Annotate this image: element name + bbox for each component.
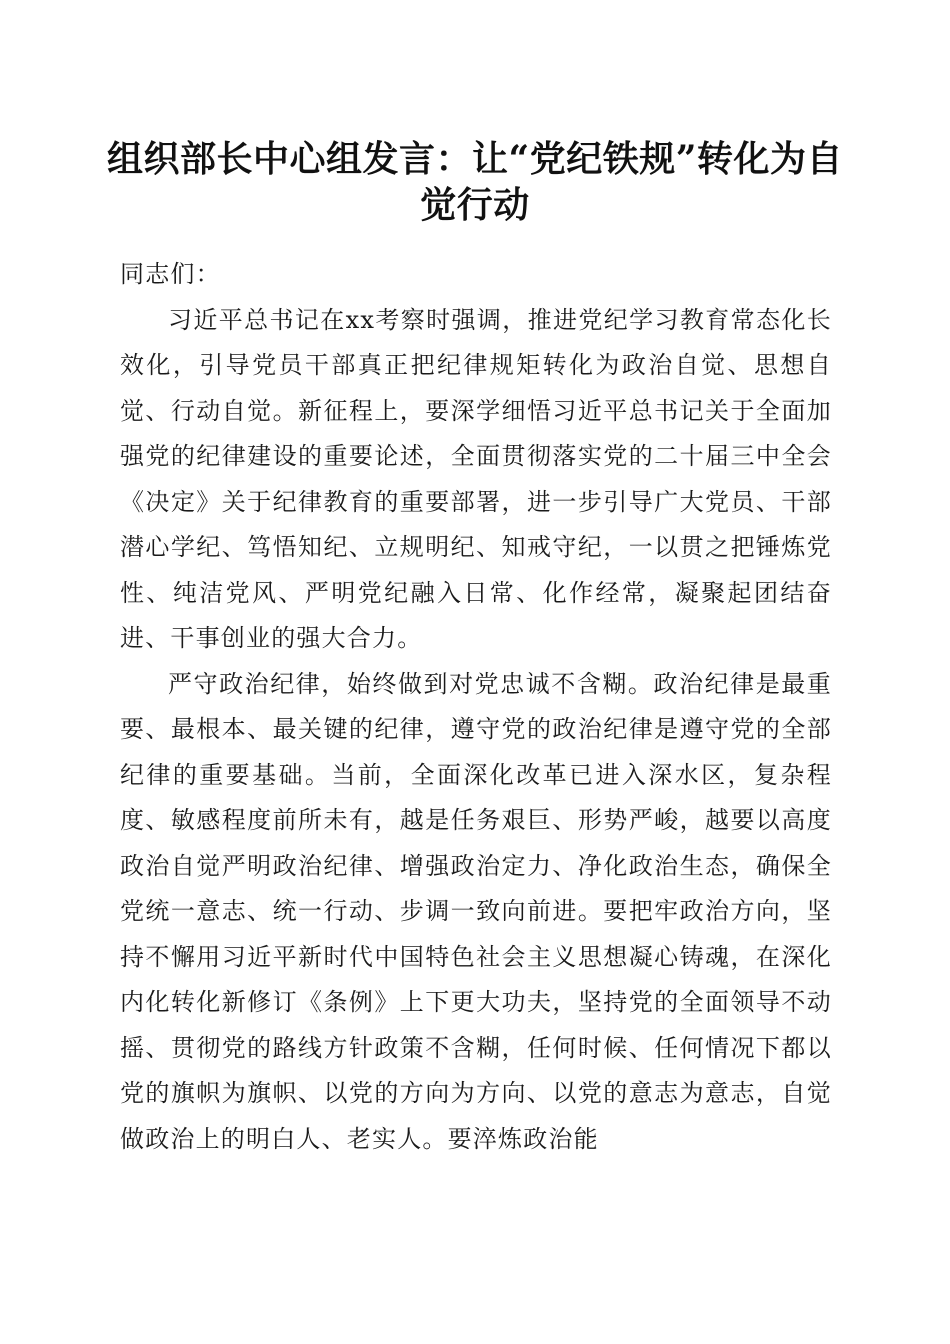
- paragraph-1: 习近平总书记在xx考察时强调，推进党纪学习教育常态化长效化，引导党员干部真正把纪律规矩转化为政治自觉、思想自觉、行动自觉。新征程上，要深学细悟习近平总书记关于全面加强党的纪律建设的重要论述，全面贯彻落实党的二十届三中全会《决定》关于纪律教育的重要部署，进一步引导广大党员、干部潜心学纪、笃悟知纪、立规明纪、知戒守纪，一以贯之把锤炼党性、纯洁党风、严明党纪融入日常、化作经常，凝聚起团结奋进、干事创业的强大合力。: [120, 305, 832, 652]
- greeting: 同志们：: [120, 260, 221, 288]
- document-body: [120, 252, 832, 1162]
- document-title: 组织部长中心组发言：让“党纪铁规”转化为自觉行动: [107, 138, 843, 226]
- paragraph-2: 严守政治纪律，始终做到对党忠诚不含糊。政治纪律是最重要、最根本、最关键的纪律，遵守党的政治纪律是遵守党的全部纪律的重要基础。当前，全面深化改革已进入深水区，复杂程度、敏感程度前所未有，越是任务艰巨、形势严峻，越要以高度政治自觉严明政治纪律、增强政治定力、净化政治生态，确保全党统一意志、统一行动、步调一致向前进。要把牢政治方向，坚持不懈用习近平新时代中国特色社会主义思想凝心铸魂，在深化内化转化新修订《条例》上下更大功夫，坚持党的全面领导不动摇、贯彻党的路线方针政策不含糊，任何时候、任何情况下都以党的旗帜为旗帜、以党的方向为方向、以党的意志为意志，自觉做政治上的明白人、老实人。要淬炼政治能: [120, 669, 832, 1153]
